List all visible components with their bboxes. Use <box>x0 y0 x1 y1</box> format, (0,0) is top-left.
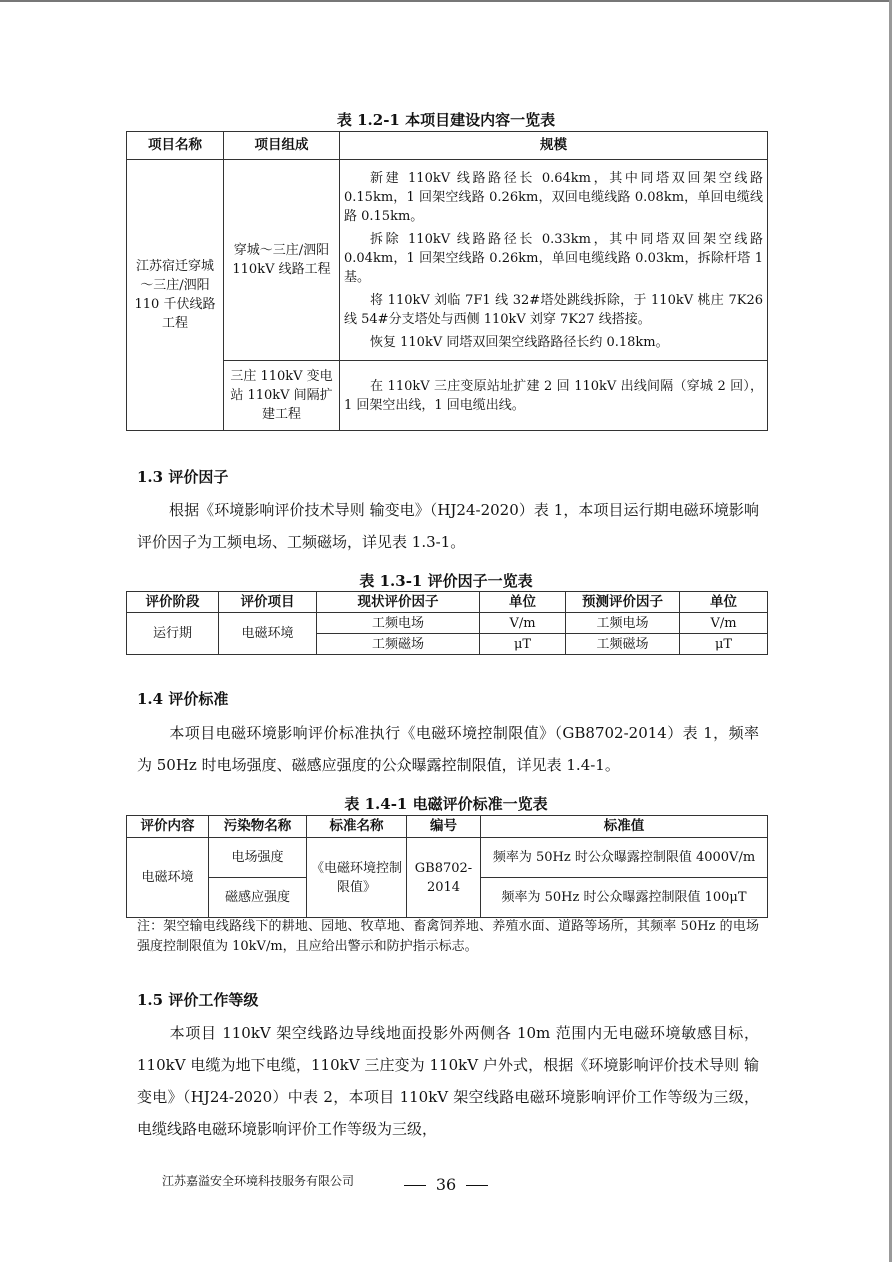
table-cell: V/m <box>680 613 768 634</box>
section-heading: 1.3 评价因子 <box>137 468 229 486</box>
table-header-cell: 编号 <box>407 816 481 838</box>
section-paragraph <box>137 1017 759 1145</box>
table-header-cell: 项目组成 <box>224 132 340 160</box>
table-1-2-1-caption: 表 1.2-1 本项目建设内容一览表 <box>336 111 556 129</box>
content-cell: 电磁环境 <box>127 838 209 918</box>
table-note: 注：架空输电线路线下的耕地、园地、牧草地、畜禽饲养地、养殖水面、道路等场所，其频率 50Hz 的电场强度控制限值为 10kV/m，且应给出警示和防护指示标志。 <box>137 919 759 954</box>
table-1-4-1-caption: 表 1.4-1 电磁评价标准一览表 <box>344 795 548 813</box>
scale-cell <box>340 361 768 431</box>
component-cell: 穿城～三庄/泗阳 110kV 线路工程 <box>224 160 340 361</box>
section-paragraph <box>137 717 759 781</box>
table-header-cell: 污染物名称 <box>209 816 307 838</box>
table-header-cell: 预测评价因子 <box>566 592 680 613</box>
page-edge-top <box>0 0 892 2</box>
footer-page-number <box>0 1175 892 1195</box>
scale-paragraph: 在 110kV 三庄变原站址扩建 2 回 110kV 出线间隔（穿城 2 回），1 回架空出线，1 回电缆出线。 <box>344 378 763 413</box>
paragraph-text: 本项目 110kV 架空线路边导线地面投影外两侧各 10m 范围内无电磁环境敏感目标，110kV 电缆为地下电缆，110kV 三庄变为 110kV 户外式，根据《环境影响评价技术导则 输变电》（HJ24-2020）中表 2，本项目 110kV 架空线路电磁环境影响评价工作等级为三级，电缆线路电磁环境影响评价工作等级为三级， <box>137 1024 759 1138</box>
table-1-2-1 <box>126 131 768 431</box>
table-1-3-1 <box>126 591 768 655</box>
table-header-cell: 单位 <box>680 592 768 613</box>
scale-paragraph: 恢复 110kV 同塔双回架空线路路径长约 0.18km。 <box>370 334 669 350</box>
scale-cell <box>340 160 768 361</box>
table-header-cell: 项目名称 <box>127 132 224 160</box>
table-header-cell: 标准值 <box>481 816 768 838</box>
table-header-cell: 现状评价因子 <box>317 592 480 613</box>
pollutant-cell: 磁感应强度 <box>209 878 307 918</box>
table-cell: 工频磁场 <box>317 634 480 655</box>
standard-name-cell: 《电磁环境控制限值》 <box>307 838 407 918</box>
standard-value-cell: 频率为 50Hz 时公众曝露控制限值 100μT <box>481 878 768 918</box>
pollutant-cell: 电场强度 <box>209 838 307 878</box>
scale-paragraph: 新建 110kV 线路路径长 0.64km，其中同塔双回架空线路 0.15km，1 回架空线路 0.26km，双回电缆线路 0.08km，单回电缆线路 0.15km。 <box>344 170 763 224</box>
component-cell: 三庄 110kV 变电站 110kV 间隔扩建工程 <box>224 361 340 431</box>
table-header-cell: 评价项目 <box>219 592 317 613</box>
section-heading: 1.5 评价工作等级 <box>137 991 259 1009</box>
item-cell: 电磁环境 <box>219 613 317 655</box>
standard-value-cell: 频率为 50Hz 时公众曝露控制限值 4000V/m <box>481 838 768 878</box>
table-1-4-1 <box>126 815 768 918</box>
table-1-3-1-caption: 表 1.3-1 评价因子一览表 <box>359 572 533 590</box>
paragraph-text: 根据《环境影响评价技术导则 输变电》（HJ24-2020）表 1，本项目运行期电磁环境影响评价因子为工频电场、工频磁场，详见表 1.3-1。 <box>137 501 759 551</box>
table-header-cell: 单位 <box>480 592 566 613</box>
section-paragraph <box>137 494 759 558</box>
page-number: 36 <box>435 1175 457 1194</box>
table-cell: 工频电场 <box>566 613 680 634</box>
table-cell: 工频磁场 <box>566 634 680 655</box>
standard-code-cell: GB8702-2014 <box>407 838 481 918</box>
table-header-cell: 评价阶段 <box>127 592 219 613</box>
footer-company: 江苏嘉溢安全环境科技服务有限公司 <box>162 1174 355 1188</box>
paragraph-text: 本项目电磁环境影响评价标准执行《电磁环境控制限值》（GB8702-2014）表 1，频率为 50Hz 时电场强度、磁感应强度的公众曝露控制限值，详见表 1.4-1。 <box>137 724 759 774</box>
table-cell: μT <box>480 634 566 655</box>
table-cell: μT <box>680 634 768 655</box>
section-heading: 1.4 评价标准 <box>137 690 229 708</box>
scale-paragraph: 拆除 110kV 线路路径长 0.33km，其中同塔双回架空线路 0.04km，1 回架空线路 0.26km，单回电缆线路 0.03km，拆除杆塔 1 基。 <box>344 231 763 285</box>
table-header-cell: 评价内容 <box>127 816 209 838</box>
project-name-cell: 江苏宿迁穿城～三庄/泗阳 110 千伏线路工程 <box>127 160 224 431</box>
table-header-cell: 标准名称 <box>307 816 407 838</box>
stage-cell: 运行期 <box>127 613 219 655</box>
table-header-cell: 规模 <box>340 132 768 160</box>
table-cell: 工频电场 <box>317 613 480 634</box>
scale-paragraph: 将 110kV 刘临 7F1 线 32#塔处跳线拆除，于 110kV 桃庄 7K26 线 54#分支塔处与西侧 110kV 刘穿 7K27 线搭接。 <box>344 292 763 327</box>
table-cell: V/m <box>480 613 566 634</box>
